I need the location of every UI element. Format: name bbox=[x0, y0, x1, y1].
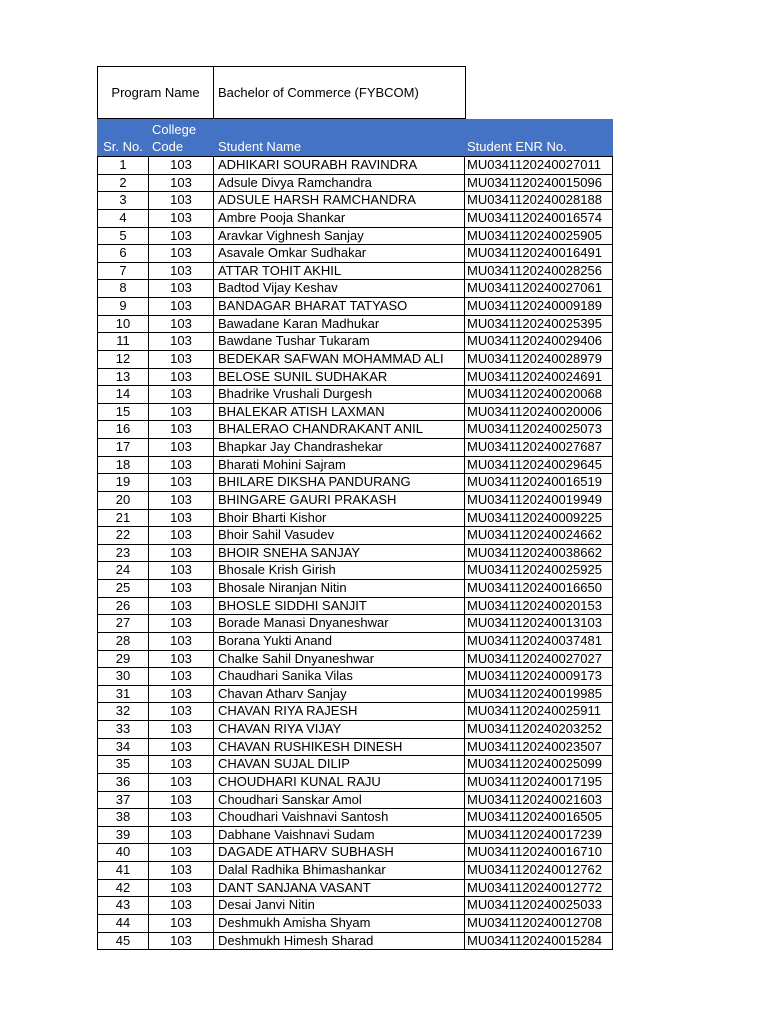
enr-no-cell: MU0341120240028188 bbox=[465, 192, 613, 209]
table-row bbox=[97, 316, 613, 334]
college-code-cell: 103 bbox=[149, 210, 214, 227]
college-code-cell: 103 bbox=[149, 651, 214, 668]
enr-no-cell: MU0341120240012772 bbox=[465, 880, 613, 897]
sr-no-cell: 17 bbox=[97, 439, 149, 456]
sr-no-cell: 21 bbox=[97, 510, 149, 527]
student-name-cell: Bhosale Krish Girish bbox=[214, 562, 465, 579]
table-row bbox=[97, 633, 613, 651]
college-code-cell: 103 bbox=[149, 280, 214, 297]
student-name-cell: Desai Janvi Nitin bbox=[214, 897, 465, 914]
enr-no-cell: MU0341120240016519 bbox=[465, 474, 613, 491]
student-name-cell: Chavan Atharv Sanjay bbox=[214, 686, 465, 703]
sr-no-cell: 29 bbox=[97, 651, 149, 668]
student-name-cell: CHAVAN RIYA VIJAY bbox=[214, 721, 465, 738]
table-row bbox=[97, 598, 613, 616]
college-code-cell: 103 bbox=[149, 175, 214, 192]
table-row bbox=[97, 492, 613, 510]
table-row bbox=[97, 880, 613, 898]
college-code-cell: 103 bbox=[149, 844, 214, 861]
college-code-cell: 103 bbox=[149, 545, 214, 562]
student-name-cell: Adsule Divya Ramchandra bbox=[214, 175, 465, 192]
college-code-cell: 103 bbox=[149, 421, 214, 438]
college-code-cell: 103 bbox=[149, 298, 214, 315]
table-header bbox=[97, 119, 613, 156]
table-row bbox=[97, 439, 613, 457]
table-row bbox=[97, 210, 613, 228]
table-row bbox=[97, 580, 613, 598]
student-name-cell: Bhoir Bharti Kishor bbox=[214, 510, 465, 527]
college-code-cell: 103 bbox=[149, 862, 214, 879]
table-row bbox=[97, 386, 613, 404]
student-name-cell: Chaudhari Sanika Vilas bbox=[214, 668, 465, 685]
sr-no-cell: 33 bbox=[97, 721, 149, 738]
enr-no-cell: MU0341120240025033 bbox=[465, 897, 613, 914]
student-name-cell: BHILARE DIKSHA PANDURANG bbox=[214, 474, 465, 491]
table-row bbox=[97, 351, 613, 369]
enr-no-cell: MU0341120240016650 bbox=[465, 580, 613, 597]
college-code-cell: 103 bbox=[149, 263, 214, 280]
student-name-cell: Ambre Pooja Shankar bbox=[214, 210, 465, 227]
table-row bbox=[97, 157, 613, 175]
sr-no-cell: 43 bbox=[97, 897, 149, 914]
sr-no-cell: 15 bbox=[97, 404, 149, 421]
sr-no-cell: 34 bbox=[97, 739, 149, 756]
sr-no-cell: 24 bbox=[97, 562, 149, 579]
sr-no-cell: 22 bbox=[97, 527, 149, 544]
student-name-cell: Bhosale Niranjan Nitin bbox=[214, 580, 465, 597]
college-code-cell: 103 bbox=[149, 439, 214, 456]
enr-no-cell: MU0341120240012708 bbox=[465, 915, 613, 932]
program-name-value: Bachelor of Commerce (FYBCOM) bbox=[218, 85, 419, 100]
enr-no-cell: MU0341120240019985 bbox=[465, 686, 613, 703]
table-row bbox=[97, 369, 613, 387]
program-name-label: Program Name bbox=[98, 67, 214, 118]
sr-no-cell: 8 bbox=[97, 280, 149, 297]
college-code-cell: 103 bbox=[149, 316, 214, 333]
student-name-cell: Dabhane Vaishnavi Sudam bbox=[214, 827, 465, 844]
table-row bbox=[97, 933, 613, 951]
student-name-cell: ADHIKARI SOURABH RAVINDRA bbox=[214, 157, 465, 174]
student-name-cell: CHAVAN RUSHIKESH DINESH bbox=[214, 739, 465, 756]
table-row bbox=[97, 827, 613, 845]
table-row bbox=[97, 686, 613, 704]
sr-no-cell: 3 bbox=[97, 192, 149, 209]
student-name-cell: BHINGARE GAURI PRAKASH bbox=[214, 492, 465, 509]
sr-no-cell: 28 bbox=[97, 633, 149, 650]
student-name-cell: CHOUDHARI KUNAL RAJU bbox=[214, 774, 465, 791]
student-name-cell: Borade Manasi Dnyaneshwar bbox=[214, 615, 465, 632]
college-code-cell: 103 bbox=[149, 192, 214, 209]
sr-no-cell: 45 bbox=[97, 933, 149, 950]
student-name-cell: ADSULE HARSH RAMCHANDRA bbox=[214, 192, 465, 209]
enr-no-cell: MU0341120240016505 bbox=[465, 809, 613, 826]
sr-no-cell: 26 bbox=[97, 598, 149, 615]
enr-no-cell: MU0341120240028256 bbox=[465, 263, 613, 280]
student-name-cell: Bhadrike Vrushali Durgesh bbox=[214, 386, 465, 403]
enr-no-cell: MU0341120240020068 bbox=[465, 386, 613, 403]
enr-no-cell: MU0341120240203252 bbox=[465, 721, 613, 738]
college-code-cell: 103 bbox=[149, 827, 214, 844]
sr-no-cell: 13 bbox=[97, 369, 149, 386]
student-name-cell: Bharati Mohini Sajram bbox=[214, 457, 465, 474]
sr-no-cell: 40 bbox=[97, 844, 149, 861]
sr-no-cell: 35 bbox=[97, 756, 149, 773]
student-name-cell: Asavale Omkar Sudhakar bbox=[214, 245, 465, 262]
college-code-cell: 103 bbox=[149, 492, 214, 509]
student-name-cell: Chalke Sahil Dnyaneshwar bbox=[214, 651, 465, 668]
sr-no-cell: 41 bbox=[97, 862, 149, 879]
college-code-cell: 103 bbox=[149, 721, 214, 738]
student-name-cell: DAGADE ATHARV SUBHASH bbox=[214, 844, 465, 861]
sr-no-cell: 25 bbox=[97, 580, 149, 597]
enr-no-cell: MU0341120240037481 bbox=[465, 633, 613, 650]
table-row bbox=[97, 809, 613, 827]
college-code-cell: 103 bbox=[149, 351, 214, 368]
enr-no-cell: MU0341120240025099 bbox=[465, 756, 613, 773]
sr-no-cell: 5 bbox=[97, 228, 149, 245]
enr-no-cell: MU0341120240024662 bbox=[465, 527, 613, 544]
sr-no-cell: 18 bbox=[97, 457, 149, 474]
college-code-cell: 103 bbox=[149, 686, 214, 703]
table-row bbox=[97, 280, 613, 298]
enr-no-cell: MU0341120240028979 bbox=[465, 351, 613, 368]
table-row bbox=[97, 545, 613, 563]
enr-no-cell: MU0341120240021603 bbox=[465, 792, 613, 809]
enr-no-cell: MU0341120240012762 bbox=[465, 862, 613, 879]
student-name-cell: BHALERAO CHANDRAKANT ANIL bbox=[214, 421, 465, 438]
college-code-cell: 103 bbox=[149, 510, 214, 527]
college-code-cell: 103 bbox=[149, 774, 214, 791]
sr-no-cell: 16 bbox=[97, 421, 149, 438]
enr-no-cell: MU0341120240015096 bbox=[465, 175, 613, 192]
enr-no-cell: MU0341120240027061 bbox=[465, 280, 613, 297]
college-code-cell: 103 bbox=[149, 598, 214, 615]
table-body bbox=[97, 156, 613, 950]
student-name-cell: BEDEKAR SAFWAN MOHAMMAD ALI bbox=[214, 351, 465, 368]
enr-no-cell: MU0341120240025905 bbox=[465, 228, 613, 245]
college-code-cell: 103 bbox=[149, 580, 214, 597]
table-row bbox=[97, 703, 613, 721]
table-row bbox=[97, 844, 613, 862]
college-code-cell: 103 bbox=[149, 562, 214, 579]
student-name-cell: BHOIR SNEHA SANJAY bbox=[214, 545, 465, 562]
table-row bbox=[97, 651, 613, 669]
program-box bbox=[97, 66, 466, 119]
table-row bbox=[97, 915, 613, 933]
table-row bbox=[97, 175, 613, 193]
student-name-cell: Bawadane Karan Madhukar bbox=[214, 316, 465, 333]
sr-no-cell: 27 bbox=[97, 615, 149, 632]
sr-no-cell: 9 bbox=[97, 298, 149, 315]
college-code-cell: 103 bbox=[149, 739, 214, 756]
table-row bbox=[97, 263, 613, 281]
sr-no-cell: 1 bbox=[97, 157, 149, 174]
enr-no-cell: MU0341120240009173 bbox=[465, 668, 613, 685]
student-name-cell: Bhapkar Jay Chandrashekar bbox=[214, 439, 465, 456]
enr-no-cell: MU0341120240016574 bbox=[465, 210, 613, 227]
enr-no-cell: MU0341120240009189 bbox=[465, 298, 613, 315]
enr-no-cell: MU0341120240024691 bbox=[465, 369, 613, 386]
college-code-cell: 103 bbox=[149, 386, 214, 403]
student-name-cell: ATTAR TOHIT AKHIL bbox=[214, 263, 465, 280]
header-sr-no-label: Sr. No. bbox=[103, 139, 143, 155]
sr-no-cell: 4 bbox=[97, 210, 149, 227]
table-row bbox=[97, 615, 613, 633]
student-name-cell: CHAVAN RIYA RAJESH bbox=[214, 703, 465, 720]
college-code-cell: 103 bbox=[149, 668, 214, 685]
enr-no-cell: MU0341120240038662 bbox=[465, 545, 613, 562]
sr-no-cell: 36 bbox=[97, 774, 149, 791]
college-code-cell: 103 bbox=[149, 369, 214, 386]
sr-no-cell: 32 bbox=[97, 703, 149, 720]
college-code-cell: 103 bbox=[149, 756, 214, 773]
table-row bbox=[97, 333, 613, 351]
header-student-name bbox=[214, 119, 465, 156]
college-code-cell: 103 bbox=[149, 897, 214, 914]
enr-no-cell: MU0341120240025395 bbox=[465, 316, 613, 333]
student-name-cell: Borana Yukti Anand bbox=[214, 633, 465, 650]
enr-no-cell: MU0341120240027027 bbox=[465, 651, 613, 668]
enr-no-cell: MU0341120240025925 bbox=[465, 562, 613, 579]
student-name-cell: BHOSLE SIDDHI SANJIT bbox=[214, 598, 465, 615]
table-row bbox=[97, 421, 613, 439]
sr-no-cell: 23 bbox=[97, 545, 149, 562]
sr-no-cell: 12 bbox=[97, 351, 149, 368]
student-name-cell: BHALEKAR ATISH LAXMAN bbox=[214, 404, 465, 421]
college-code-cell: 103 bbox=[149, 157, 214, 174]
college-code-cell: 103 bbox=[149, 245, 214, 262]
student-name-cell: BANDAGAR BHARAT TATYASO bbox=[214, 298, 465, 315]
header-enr-no-label: Student ENR No. bbox=[467, 139, 567, 155]
sr-no-cell: 39 bbox=[97, 827, 149, 844]
table-row bbox=[97, 404, 613, 422]
table-row bbox=[97, 862, 613, 880]
enr-no-cell: MU0341120240019949 bbox=[465, 492, 613, 509]
sr-no-cell: 6 bbox=[97, 245, 149, 262]
table-row bbox=[97, 739, 613, 757]
enr-no-cell: MU0341120240016491 bbox=[465, 245, 613, 262]
enr-no-cell: MU0341120240013103 bbox=[465, 615, 613, 632]
table-row bbox=[97, 192, 613, 210]
student-name-cell: Aravkar Vighnesh Sanjay bbox=[214, 228, 465, 245]
enr-no-cell: MU0341120240029645 bbox=[465, 457, 613, 474]
table-row bbox=[97, 298, 613, 316]
table-row bbox=[97, 792, 613, 810]
sr-no-cell: 42 bbox=[97, 880, 149, 897]
table-row bbox=[97, 527, 613, 545]
college-code-cell: 103 bbox=[149, 880, 214, 897]
student-name-cell: Dalal Radhika Bhimashankar bbox=[214, 862, 465, 879]
college-code-cell: 103 bbox=[149, 474, 214, 491]
college-code-cell: 103 bbox=[149, 933, 214, 950]
enr-no-cell: MU0341120240020006 bbox=[465, 404, 613, 421]
college-code-cell: 103 bbox=[149, 228, 214, 245]
enr-no-cell: MU0341120240023507 bbox=[465, 739, 613, 756]
student-name-cell: Choudhari Vaishnavi Santosh bbox=[214, 809, 465, 826]
student-name-cell: DANT SANJANA VASANT bbox=[214, 880, 465, 897]
table-row bbox=[97, 457, 613, 475]
sr-no-cell: 38 bbox=[97, 809, 149, 826]
table-row bbox=[97, 562, 613, 580]
table-row bbox=[97, 245, 613, 263]
student-name-cell: Badtod Vijay Keshav bbox=[214, 280, 465, 297]
header-college-code bbox=[149, 119, 214, 156]
table-row bbox=[97, 228, 613, 246]
header-enr-no bbox=[465, 119, 613, 156]
enr-no-cell: MU0341120240020153 bbox=[465, 598, 613, 615]
college-code-cell: 103 bbox=[149, 404, 214, 421]
enr-no-cell: MU0341120240015284 bbox=[465, 933, 613, 950]
student-name-cell: BELOSE SUNIL SUDHAKAR bbox=[214, 369, 465, 386]
college-code-cell: 103 bbox=[149, 915, 214, 932]
sr-no-cell: 37 bbox=[97, 792, 149, 809]
sr-no-cell: 14 bbox=[97, 386, 149, 403]
enr-no-cell: MU0341120240025073 bbox=[465, 421, 613, 438]
enr-no-cell: MU0341120240017239 bbox=[465, 827, 613, 844]
student-name-cell: Deshmukh Himesh Sharad bbox=[214, 933, 465, 950]
table-row bbox=[97, 510, 613, 528]
table-row bbox=[97, 721, 613, 739]
table-row bbox=[97, 774, 613, 792]
enr-no-cell: MU0341120240029406 bbox=[465, 333, 613, 350]
enr-no-cell: MU0341120240017195 bbox=[465, 774, 613, 791]
student-name-cell: Deshmukh Amisha Shyam bbox=[214, 915, 465, 932]
college-code-cell: 103 bbox=[149, 333, 214, 350]
sr-no-cell: 20 bbox=[97, 492, 149, 509]
college-code-cell: 103 bbox=[149, 633, 214, 650]
enr-no-cell: MU0341120240027011 bbox=[465, 157, 613, 174]
table-row bbox=[97, 668, 613, 686]
sr-no-cell: 2 bbox=[97, 175, 149, 192]
sr-no-cell: 30 bbox=[97, 668, 149, 685]
college-code-cell: 103 bbox=[149, 615, 214, 632]
college-code-cell: 103 bbox=[149, 527, 214, 544]
student-name-cell: Choudhari Sanskar Amol bbox=[214, 792, 465, 809]
student-name-cell: Bawdane Tushar Tukaram bbox=[214, 333, 465, 350]
sr-no-cell: 19 bbox=[97, 474, 149, 491]
enr-no-cell: MU0341120240009225 bbox=[465, 510, 613, 527]
header-sr-no bbox=[97, 119, 149, 156]
header-college-code-label: College Code bbox=[152, 121, 197, 155]
table-row bbox=[97, 756, 613, 774]
student-name-cell: CHAVAN SUJAL DILIP bbox=[214, 756, 465, 773]
college-code-cell: 103 bbox=[149, 703, 214, 720]
sr-no-cell: 11 bbox=[97, 333, 149, 350]
table-row bbox=[97, 474, 613, 492]
enr-no-cell: MU0341120240027687 bbox=[465, 439, 613, 456]
sr-no-cell: 7 bbox=[97, 263, 149, 280]
enr-no-cell: MU0341120240016710 bbox=[465, 844, 613, 861]
sr-no-cell: 10 bbox=[97, 316, 149, 333]
sr-no-cell: 44 bbox=[97, 915, 149, 932]
college-code-cell: 103 bbox=[149, 792, 214, 809]
sr-no-cell: 31 bbox=[97, 686, 149, 703]
college-code-cell: 103 bbox=[149, 809, 214, 826]
student-name-cell: Bhoir Sahil Vasudev bbox=[214, 527, 465, 544]
enr-no-cell: MU0341120240025911 bbox=[465, 703, 613, 720]
table-row bbox=[97, 897, 613, 915]
header-student-name-label: Student Name bbox=[218, 139, 302, 155]
student-table bbox=[97, 119, 613, 950]
college-code-cell: 103 bbox=[149, 457, 214, 474]
